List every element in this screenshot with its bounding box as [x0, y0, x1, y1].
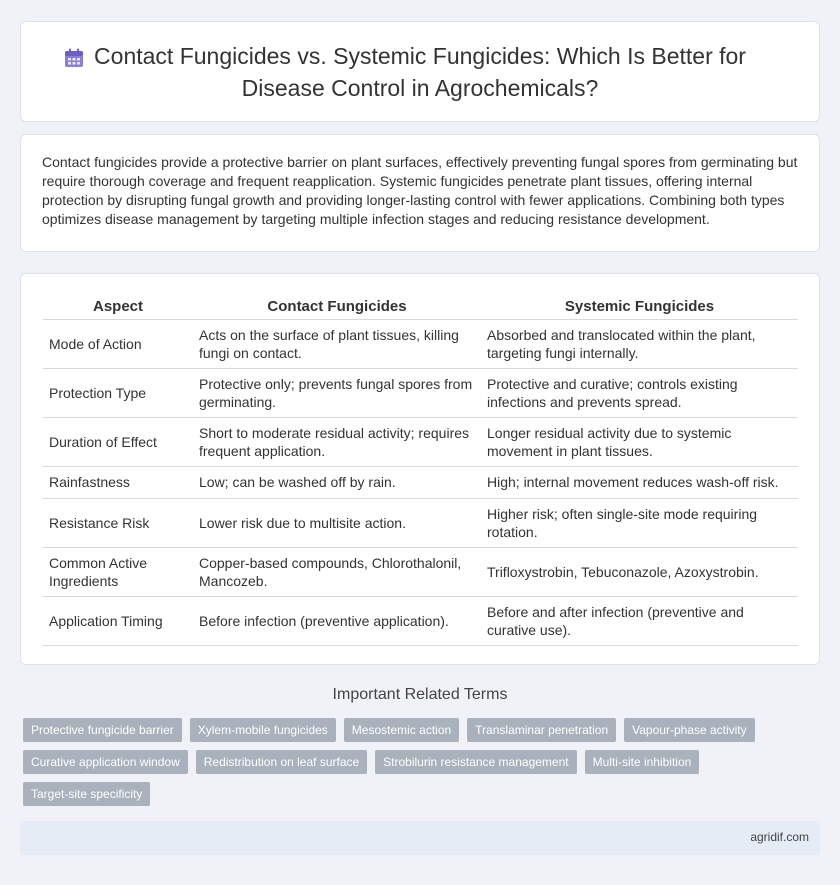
table-cell: Longer residual activity due to systemic movement in plant tissues.: [481, 417, 798, 466]
calendar-icon: [63, 47, 85, 69]
table-header-row: [43, 295, 798, 319]
tag-translaminar-penetration[interactable]: Translaminar penetration: [467, 718, 616, 742]
comparison-table-card: [20, 273, 820, 665]
tag-xylem-mobile-fungicides[interactable]: Xylem-mobile fungicides: [190, 718, 336, 742]
table-cell: Protection Type: [43, 368, 193, 417]
table-cell: Duration of Effect: [43, 417, 193, 466]
tag-curative-application-window[interactable]: Curative application window: [23, 750, 188, 774]
table-cell: Common Active Ingredients: [43, 547, 193, 596]
comparison-table: [43, 295, 798, 646]
related-terms-heading: Important Related Terms: [332, 686, 508, 703]
table-cell: Application Timing: [43, 596, 193, 645]
table-cell: Lower risk due to multisite action.: [193, 498, 481, 547]
title-card: [20, 21, 820, 122]
related-terms-list: [23, 718, 793, 806]
table-cell: Resistance Risk: [43, 498, 193, 547]
table-cell: Rainfastness: [43, 466, 193, 498]
tag-redistribution-on-leaf-surface[interactable]: Redistribution on leaf surface: [196, 750, 367, 774]
table-cell: Higher risk; often single-site mode requiring rotation.: [481, 498, 798, 547]
table-cell: Protective and curative; controls existing infections and prevents spread.: [481, 368, 798, 417]
table-cell: Trifloxystrobin, Tebuconazole, Azoxystrobin.: [481, 547, 798, 596]
table-cell: Protective only; prevents fungal spores from germinating.: [193, 368, 481, 417]
header-contact: Contact Fungicides: [193, 295, 481, 319]
table-row: [43, 368, 798, 417]
table-cell: Mode of Action: [43, 319, 193, 368]
table-row: [43, 319, 798, 368]
table-cell: Low; can be washed off by rain.: [193, 466, 481, 498]
table-row: [43, 417, 798, 466]
table-cell: Before and after infection (preventive and curative use).: [481, 596, 798, 645]
table-cell: Copper-based compounds, Chlorothalonil, Mancozeb.: [193, 547, 481, 596]
footer: [20, 821, 820, 855]
header-systemic: Systemic Fungicides: [481, 295, 798, 319]
tag-mesostemic-action[interactable]: Mesostemic action: [344, 718, 459, 742]
table-cell: Absorbed and translocated within the plant, targeting fungi internally.: [481, 319, 798, 368]
tag-vapour-phase-activity[interactable]: Vapour-phase activity: [624, 718, 755, 742]
table-row: [43, 466, 798, 498]
table-row: [43, 547, 798, 596]
tag-protective-fungicide-barrier[interactable]: Protective fungicide barrier: [23, 718, 182, 742]
tag-strobilurin-resistance-management[interactable]: Strobilurin resistance management: [375, 750, 576, 774]
table-row: [43, 498, 798, 547]
header-aspect: Aspect: [43, 295, 193, 319]
footer-site-link[interactable]: agridif.com: [750, 830, 809, 844]
table-cell: Acts on the surface of plant tissues, killing fungi on contact.: [193, 319, 481, 368]
tag-target-site-specificity[interactable]: Target-site specificity: [23, 782, 150, 806]
table-cell: High; internal movement reduces wash-off risk.: [481, 466, 798, 498]
table-cell: Before infection (preventive application).: [193, 596, 481, 645]
page-title: Contact Fungicides vs. Systemic Fungicides: Which Is Better for Disease Control in Agrochemicals?: [94, 42, 746, 101]
table-cell: Short to moderate residual activity; requires frequent application.: [193, 417, 481, 466]
summary-text: Contact fungicides provide a protective barrier on plant surfaces, effectively preventing fungal spores from germinating but require thorough coverage and frequent reapplication. Systemic fungicides penetrate plant tissues, offering internal protection by disrupting fungal growth and providing longer-lasting control with fewer applications. Combining both types optimizes disease management by targeting multiple infection stages and reducing resistance development.: [42, 154, 798, 227]
table-row: [43, 596, 798, 645]
tag-multi-site-inhibition[interactable]: Multi-site inhibition: [585, 750, 700, 774]
summary-card: [20, 134, 820, 252]
